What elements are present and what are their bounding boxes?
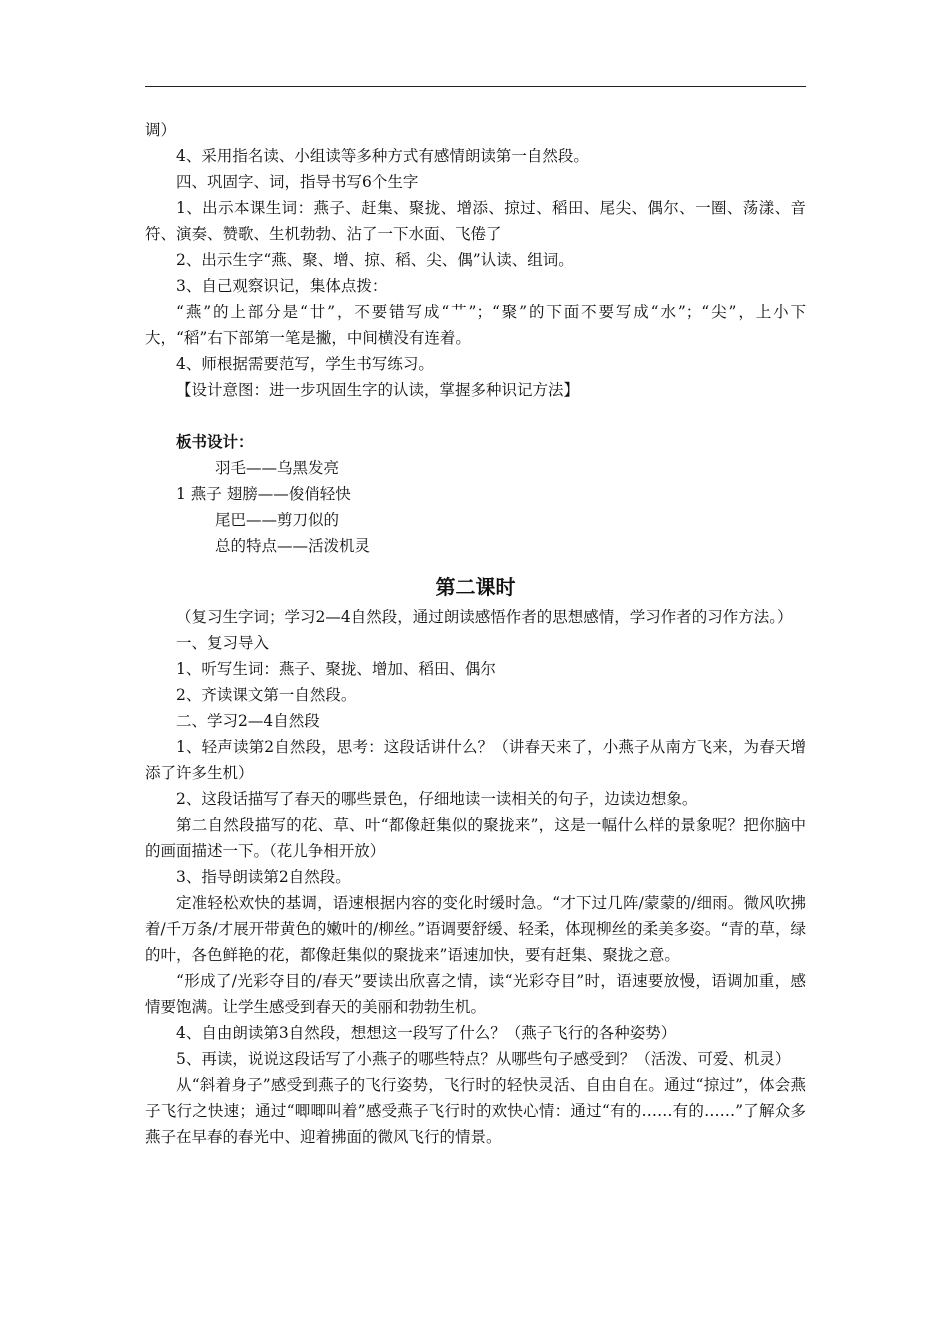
paragraph-dictation: 1、听写生词：燕子、聚拢、增加、稻田、偶尔 xyxy=(176,660,496,678)
paragraph-design-intent: 【设计意图：进一步巩固生字的认读，掌握多种识记方法】 xyxy=(176,381,580,399)
paragraph-emotion: “形成了/光彩夺目的/春天”要读出欣喜之情，读“光彩夺目”时，语速要放慢，语调加重，感情要饱满。让学生感受到春天的美丽和勃勃生机。 xyxy=(145,972,806,1016)
paragraph-continuation: 调） xyxy=(145,121,177,139)
paragraph-vocab: 1、出示本课生词：燕子、赶集、聚拢、增添、掠过、稻田、尾尖、偶尔、一圈、荡漾、音符、演奏、赞歌、生机勃勃、沾了一下水面、飞倦了 xyxy=(145,199,806,243)
board-line-summary: 总的特点——活泼机灵 xyxy=(215,537,371,555)
paragraph-question-4: 4、自由朗读第3自然段，想想这一段写了什么？（燕子飞行的各种姿势） xyxy=(176,1024,677,1042)
paragraph-read-aloud: 2、齐读课文第一自然段。 xyxy=(176,686,357,704)
paragraph-observe: 3、自己观察识记，集体点拨： xyxy=(176,277,388,295)
section-heading-4: 四、巩固字、词，指导书写6个生字 xyxy=(176,173,419,191)
paragraph-practice: 4、师根据需要范写，学生书写练习。 xyxy=(176,355,434,373)
document-page xyxy=(145,117,806,1150)
paragraph-scene: 第二自然段描写的花、草、叶“都像赶集似的聚拢来”，这是一幅什么样的景象呢？把你脑中的画面描述一下。（花儿争相开放） xyxy=(145,816,806,860)
header-rule xyxy=(145,86,806,87)
paragraph-characters: 2、出示生字“燕、聚、增、掠、稻、尖、偶”认读、组词。 xyxy=(176,251,574,269)
board-line-tail: 尾巴——剪刀似的 xyxy=(215,511,340,529)
paragraph-question-2: 2、这段话描写了春天的哪些景色，仔细地读一读相关的句子，边读边想象。 xyxy=(176,790,698,808)
section-heading-review: 一、复习导入 xyxy=(176,634,270,652)
section-heading-study: 二、学习2—4自然段 xyxy=(176,712,320,730)
paragraph-guide-reading: 3、指导朗读第2自然段。 xyxy=(176,868,351,886)
board-line-feathers: 羽毛——乌黑发亮 xyxy=(215,459,340,477)
paragraph-tone: 定准轻松欢快的基调，语速根据内容的变化时缓时急。“才下过几阵/蒙蒙的/细雨。微风吹拂着/千万条/才展开带黄色的嫩叶的/柳丝。”语调要舒缓、轻柔，体现柳丝的柔美多姿。“青的草，绿的叶，各色鲜艳的花，都像赶集似的聚拢来”语速加快，要有赶集、聚拢之意。 xyxy=(145,894,806,964)
spacer xyxy=(145,403,806,429)
section-title: 第二课时 xyxy=(435,575,516,599)
paragraph-lesson-goal: （复习生字词；学习2—4自然段，通过朗读感悟作者的思想感情，学习作者的习作方法。） xyxy=(176,608,793,626)
board-line-wings: 1 燕子 翅膀——俊俏轻快 xyxy=(176,485,351,503)
paragraph-analysis: 从“斜着身子”感受到燕子的飞行姿势，飞行时的轻快灵活、自由自在。通过“掠过”，体会燕子飞行之快速；通过“唧唧叫着”感受燕子飞行时的欢快心情：通过“有的……有的……”了解众多燕子在早春的春光中、迎着拂面的微风飞行的情景。 xyxy=(145,1076,806,1146)
paragraph-question-1: 1、轻声读第2自然段，思考：这段话讲什么？（讲春天来了，小燕子从南方飞来，为春天增添了许多生机） xyxy=(145,738,806,782)
paragraph-tips: “燕”的上部分是“廿”，不要错写成“艹”；“聚”的下面不要写成“水”；“尖”，上小下大，“稻”右下部第一笔是撇，中间横没有连着。 xyxy=(145,303,806,347)
paragraph-question-5: 5、再读，说说这段话写了小燕子的哪些特点？从哪些句子感受到？（活泼、可爱、机灵） xyxy=(176,1050,791,1068)
board-heading: 板书设计： xyxy=(176,432,254,451)
paragraph-step-4: 4、采用指名读、小组读等多种方式有感情朗读第一自然段。 xyxy=(176,147,589,165)
